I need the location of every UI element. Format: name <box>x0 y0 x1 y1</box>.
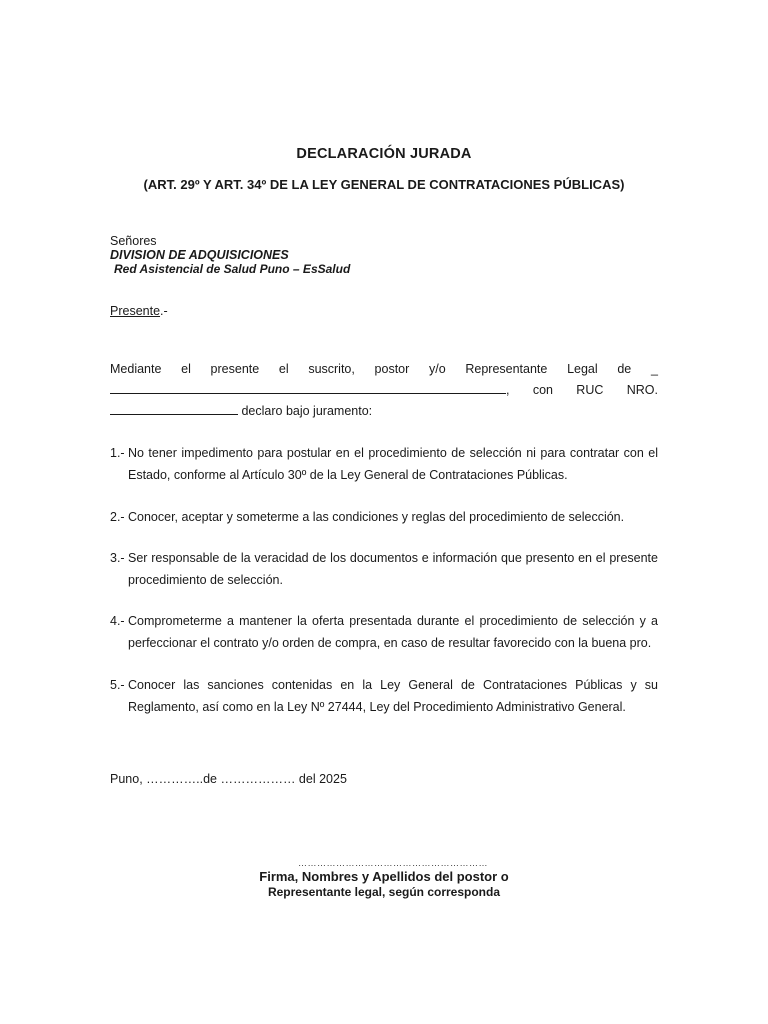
intro-word: el <box>181 362 191 376</box>
document-subtitle: (ART. 29º Y ART. 34º DE LA LEY GENERAL DE CONTRATACIONES PÚBLICAS) <box>143 177 625 192</box>
signature-caption-line-1: Firma, Nombres y Apellidos del postor o <box>259 869 509 884</box>
signature-dotted-line: …………………………………………………… <box>298 858 488 868</box>
intro-word: _ <box>650 362 658 376</box>
intro-word: de <box>617 362 632 376</box>
intro-word: el <box>278 362 289 376</box>
intro-word: presente <box>210 362 260 376</box>
addressee-entity: Red Asistencial de Salud Puno – EsSalud <box>114 262 351 276</box>
declaration-item <box>110 442 658 486</box>
item-text: No tener impedimento para postular en el procedimiento de selección ni para contratar con el Estado, conforme al Artículo 30º de la Ley General de Contrataciones Públicas. <box>128 446 658 482</box>
intro-word: NRO. <box>626 383 658 397</box>
item-text: Conocer, aceptar y someterme a las condiciones y reglas del procedimiento de selección. <box>128 510 625 524</box>
intro-row-3 <box>110 401 658 422</box>
item-text: Conocer las sanciones contenidas en la Ley General de Contrataciones Públicas y su Reglamento, así como en la Ley Nº 27444, Ley del Procedimiento Administrativo General. <box>128 678 658 714</box>
intro-row-2 <box>110 380 658 401</box>
addressee-office: DIVISION DE ADQUISICIONES <box>110 248 289 262</box>
intro-word: con <box>532 383 553 397</box>
declaration-items <box>110 442 658 718</box>
intro-word: Representante <box>465 362 548 376</box>
intro-paragraph <box>110 359 658 422</box>
intro-word: suscrito, <box>308 362 355 376</box>
declaration-item <box>110 610 658 654</box>
presente-suffix: .- <box>160 304 168 318</box>
intro-word: Legal <box>567 362 598 376</box>
signature-caption-line-2: Representante legal, según corresponda <box>267 885 501 899</box>
document-title: DECLARACIÓN JURADA <box>296 146 472 162</box>
addressee-block <box>110 234 350 276</box>
date-line: Puno, …………..de ……………… del 2025 <box>110 772 347 786</box>
declaration-item <box>110 506 658 528</box>
item-number: 3.- <box>110 551 125 565</box>
item-text: Comprometerme a mantener la oferta presentada durante el procedimiento de selección y a perfeccionar el contrato y/o orden de compra, en caso de resultar favorecido con la buena pro. <box>128 614 658 650</box>
intro-word: postor <box>374 362 410 376</box>
item-number: 2.- <box>110 510 125 524</box>
item-number: 5.- <box>110 678 125 692</box>
presente-word: Presente <box>110 304 161 318</box>
intro-word: RUC <box>576 383 604 397</box>
item-number: 4.- <box>110 614 125 628</box>
addressee-greeting: Señores <box>110 234 157 248</box>
declaration-item <box>110 674 658 718</box>
ruc-number-blank[interactable] <box>110 402 238 415</box>
intro-declaro: declaro bajo juramento: <box>241 404 373 418</box>
presente-line <box>110 304 168 318</box>
representative-name-blank[interactable]: , <box>110 380 509 401</box>
intro-row-1 <box>110 359 658 380</box>
intro-word: y/o <box>428 362 446 376</box>
declaration-item <box>110 547 658 591</box>
item-number: 1.- <box>110 446 125 460</box>
item-text: Ser responsable de la veracidad de los documentos e información que presento en el presente procedimiento de selección. <box>128 551 658 587</box>
intro-word: Mediante <box>110 362 162 376</box>
